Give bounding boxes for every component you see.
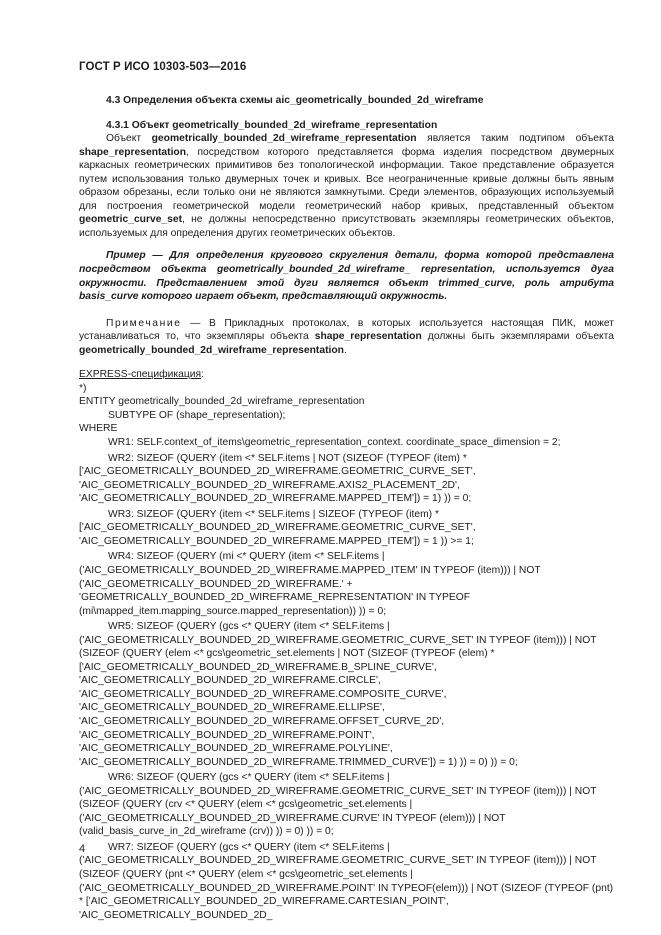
express-title-text: EXPRESS-спецификация [79, 369, 202, 381]
express-title-colon: : [201, 369, 204, 381]
note-entity-1: shape_representation [314, 331, 422, 343]
note-label: Примечание [106, 317, 182, 329]
supertype-name: shape_representation [79, 146, 187, 158]
where-rule-wr4: WR4: SIZEOF (QUERY (mi <* QUERY (item <* SELF.items | ('AIC_GEOMETRICALLY_BOUNDED_2D_WIREFRAME.MAPPED_ITEM' IN TYPEOF (item))) | NOT ('AIC_GEOMETRICALLY_BOUNDED_2D_WIREFRAME.' + 'GEOMETRICALLY_BOUNDED_2D_WIREFRAME_REPRESENTATION' IN TYPEOF (mi\mapped_item.mapping_source.mapped_representation)) )) = 0; [79, 551, 541, 617]
note-paragraph [79, 317, 614, 358]
subtype-declaration: SUBTYPE OF (shape_representation); [108, 409, 286, 421]
para-text-1: Объект [106, 133, 152, 145]
definition-paragraph [79, 132, 614, 240]
where-rule-wr1: WR1: SELF.context_of_items\geometric_representation_context. coordinate_space_dimension = 2; [108, 437, 561, 449]
para-text-3: , посредством которого представляется форма изделия посредством двумерных каркасных геометрических примитивов без топологической информации. Такое представление образуется путем использования только двумерных точек и кривых. Все неограниченные кривые должны быть явным образом обрезаны, если только они не являются замкнутыми. Среди элементов, образующих используемый для построения геометрической модели геометрический набор кривых, представленный объектом [79, 146, 614, 212]
example-paragraph: Пример — Для определения кругового скругления детали, форма которой представлена посредством объекта geometrically_bounded_2d_wireframe_ representation, используется дуга окружности. Представлением этой дуги является объект trimmed_curve, роль атрибута basis_curve которого играет объект, представляющий окружность. [79, 250, 614, 303]
note-text-2: должны быть экземплярами объекта [421, 331, 614, 343]
note-entity-2: geometrically_bounded_2d_wireframe_representation [79, 344, 344, 356]
page-content [79, 94, 614, 922]
where-keyword: WHERE [79, 423, 118, 435]
curve-set-name: geometric_curve_set [79, 214, 183, 226]
section-heading: 4.3 Определения объекта схемы aic_geometrically_bounded_2d_wireframe [106, 95, 484, 106]
where-rule-wr7: WR7: SIZEOF (QUERY (gcs <* QUERY (item <* SELF.items | ('AIC_GEOMETRICALLY_BOUNDED_2D_WIREFRAME.GEOMETRIC_CURVE_SET' IN TYPEOF (item))) | NOT (SIZEOF (QUERY (pnt <* QUERY (elem <* gcs\geometric_set.elements | ('AIC_GEOMETRICALLY_BOUNDED_2D_WIREFRAME.POINT' IN TYPEOF(elem))) | NOT (SIZEOF (TYPEOF (pnt) * ['AIC_GEOMETRICALLY_BOUNDED_2D_WIREFRAME.CARTESIAN_POINT', 'AIC_GEOMETRICALLY_BOUNDED_2D_ [79, 841, 614, 921]
where-rule-wr3: WR3: SIZEOF (QUERY (item <* SELF.items | SIZEOF (TYPEOF (item) * ['AIC_GEOMETRICALLY_BOUNDED_2D_WIREFRAME.GEOMETRIC_CURVE_SET', 'AIC_GEOMETRICALLY_BOUNDED_2D_WIREFRAME.MAPPED_ITEM']) = 1 )) >= 1; [79, 508, 476, 547]
express-open-marker: *) [79, 382, 87, 394]
para-text-2: является таким подтипом объекта [416, 133, 614, 145]
where-rule-wr5: WR5: SIZEOF (QUERY (gcs <* QUERY (item <* SELF.items | ('AIC_GEOMETRICALLY_BOUNDED_2D_WIREFRAME.GEOMETRIC_CURVE_SET' IN TYPEOF (item))) | NOT (SIZEOF (QUERY (elem <* gcs\geometric_set.elements | NOT (SIZEOF (TYPEOF (elem) * ['AIC_GEOMETRICALLY_BOUNDED_2D_WIREFRAME.B_SPLINE_CURVE', 'AIC_GEOMETRICALLY_BOUNDED_2D_WIREFRAME.CIRCLE', 'AIC_GEOMETRICALLY_BOUNDED_2D_WIREFRAME.COMPOSITE_CURVE', 'AIC_GEOMETRICALLY_BOUNDED_2D_WIREFRAME.ELLIPSE', 'AIC_GEOMETRICALLY_BOUNDED_2D_WIREFRAME.OFFSET_CURVE_2D', 'AIC_GEOMETRICALLY_BOUNDED_2D_WIREFRAME.POINT', 'AIC_GEOMETRICALLY_BOUNDED_2D_WIREFRAME.POLYLINE', 'AIC_GEOMETRICALLY_BOUNDED_2D_WIREFRAME.TRIMMED_CURVE']) = 1) )) = 0) )) = 0; [79, 621, 597, 768]
page-number: 4 [79, 843, 86, 855]
express-spec-title [79, 368, 614, 382]
entity-name: geometrically_bounded_2d_wireframe_representation [151, 133, 417, 145]
subsection-heading: 4.3.1 Объект geometrically_bounded_2d_wireframe_representation [106, 119, 438, 131]
standard-header: ГОСТ Р ИСО 10303-503—2016 [79, 61, 247, 73]
where-rule-wr6: WR6: SIZEOF (QUERY (gcs <* QUERY (item <* SELF.items | ('AIC_GEOMETRICALLY_BOUNDED_2D_WIREFRAME.GEOMETRIC_CURVE_SET' IN TYPEOF (item))) | NOT (SIZEOF (QUERY (crv <* QUERY (elem <* gcs\geometric_set.elements | ('AIC_GEOMETRICALLY_BOUNDED_2D_WIREFRAME.CURVE' IN TYPEOF (elem))) | NOT (valid_basis_curve_in_2d_wireframe (crv)) )) = 0) )) = 0; [79, 772, 597, 838]
entity-declaration: ENTITY geometrically_bounded_2d_wireframe_representation [79, 396, 365, 408]
note-text-3: . [343, 344, 347, 356]
where-rule-wr2: WR2: SIZEOF (QUERY (item <* SELF.items | NOT (SIZEOF (TYPEOF (item) * ['AIC_GEOMETRICALLY_BOUNDED_2D_WIREFRAME.GEOMETRIC_CURVE_SET', 'AIC_GEOMETRICALLY_BOUNDED_2D_WIREFRAME.AXIS2_PLACEMENT_2D', 'AIC_GEOMETRICALLY_BOUNDED_2D_WIREFRAME.MAPPED_ITEM']) = 1) )) = 0; [79, 452, 476, 505]
para-text-4: , не должны непосредственно присутствовать экземпляры геометрических объектов, используемых для определения других геометрических объектов. [79, 214, 614, 239]
note-text-1: — В Прикладных протоколах, в которых используется настоящая ПИК, может устанавливаться то, что экземпляры объекта [79, 317, 614, 343]
